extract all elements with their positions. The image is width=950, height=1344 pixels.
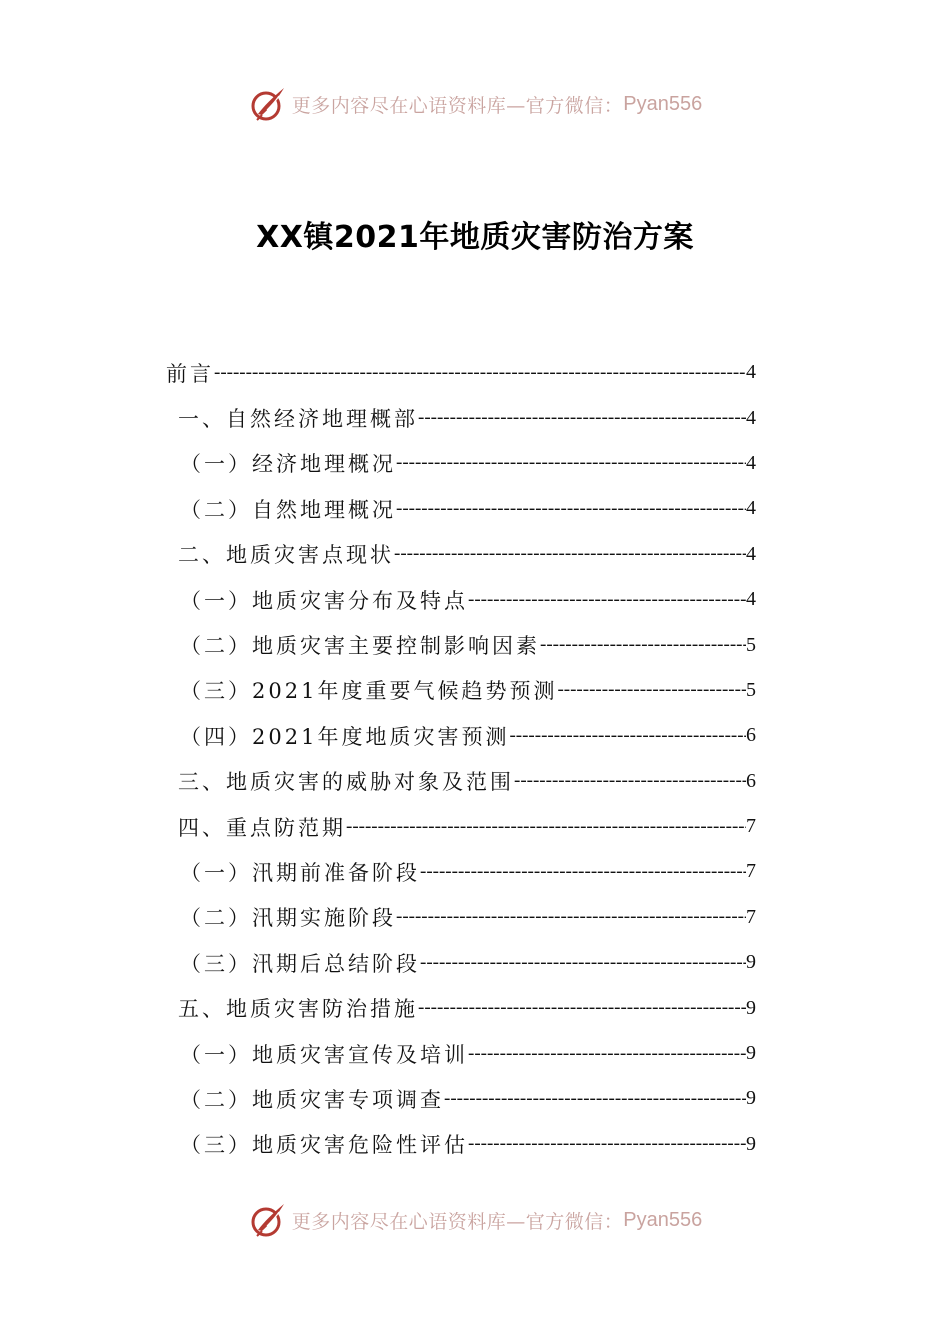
toc-entry-label: 前言 — [166, 361, 214, 386]
toc-leader-dashes — [540, 634, 746, 656]
toc-leader-dashes — [418, 407, 746, 429]
toc-entry[interactable] — [166, 849, 756, 894]
toc-entry-page-number: 5 — [746, 678, 756, 701]
toc-entry[interactable] — [166, 940, 756, 985]
toc-entry-label: （一）地质灾害宣传及培训 — [180, 1042, 468, 1067]
toc-entry[interactable] — [166, 895, 756, 940]
toc-leader-dashes — [444, 1088, 746, 1110]
toc-leader-dashes — [420, 952, 746, 974]
header-watermark — [0, 82, 950, 126]
watermark-text: 更多内容尽在心语资料库—官方微信： — [291, 1210, 624, 1233]
document-title: XX镇2021年地质灾害防治方案 — [256, 220, 694, 255]
toc-entry-label: （一）汛期前准备阶段 — [180, 860, 420, 885]
toc-entry-page-number: 4 — [746, 497, 756, 520]
toc-entry-page-number: 7 — [746, 905, 756, 928]
toc-entry-label: （二）汛期实施阶段 — [180, 906, 396, 931]
toc-entry-label: （二）地质灾害专项调查 — [180, 1087, 444, 1112]
toc-entry-page-number: 6 — [746, 769, 756, 792]
toc-entry[interactable] — [166, 804, 756, 849]
toc-entry-label: （三）汛期后总结阶段 — [180, 951, 420, 976]
toc-leader-dashes — [468, 1133, 746, 1155]
toc-entry-page-number: 9 — [746, 996, 756, 1019]
toc-entry-page-number: 7 — [746, 860, 756, 883]
toc-entry-label: （三）2021年度重要气候趋势预测 — [180, 679, 558, 704]
toc-entry[interactable] — [166, 668, 756, 713]
toc-entry[interactable] — [166, 577, 756, 622]
toc-entry[interactable] — [166, 985, 756, 1030]
toc-leader-dashes — [514, 770, 746, 792]
toc-entry-label: 一、自然经济地理概部 — [178, 407, 418, 432]
toc-leader-dashes — [346, 816, 746, 838]
toc-leader-dashes — [420, 861, 746, 883]
toc-leader-dashes — [418, 997, 746, 1019]
toc-leader-dashes — [396, 906, 746, 928]
toc-entry[interactable] — [166, 713, 756, 758]
toc-entry-page-number: 4 — [746, 588, 756, 611]
toc-entry-page-number: 9 — [746, 1132, 756, 1155]
toc-entry-page-number: 9 — [746, 1042, 756, 1065]
quill-pen-logo-icon — [248, 84, 288, 124]
toc-entry[interactable] — [166, 759, 756, 804]
toc-entry-page-number: 4 — [746, 542, 756, 565]
toc-entry-label: （一）经济地理概况 — [180, 452, 396, 477]
toc-entry[interactable] — [166, 395, 756, 440]
toc-entry-label: （二）地质灾害主要控制影响因素 — [180, 634, 540, 659]
toc-leader-dashes — [468, 1043, 746, 1065]
toc-entry-page-number: 6 — [746, 724, 756, 747]
toc-entry-page-number: 5 — [746, 633, 756, 656]
toc-entry[interactable] — [166, 486, 756, 531]
table-of-contents — [166, 350, 756, 1167]
toc-entry[interactable] — [166, 441, 756, 486]
toc-entry[interactable] — [166, 350, 756, 395]
toc-entry-page-number: 9 — [746, 1087, 756, 1110]
toc-entry-page-number: 4 — [746, 451, 756, 474]
toc-leader-dashes — [557, 679, 746, 701]
toc-entry-label: 四、重点防范期 — [178, 815, 346, 840]
watermark-text: 更多内容尽在心语资料库—官方微信： — [291, 94, 624, 117]
footer-watermark — [0, 1198, 950, 1242]
toc-entry[interactable] — [166, 532, 756, 577]
toc-entry[interactable] — [166, 1031, 756, 1076]
toc-entry-page-number: 4 — [746, 406, 756, 429]
toc-entry-page-number: 7 — [746, 815, 756, 838]
toc-entry-page-number: 9 — [746, 951, 756, 974]
toc-entry-label: （二）自然地理概况 — [180, 497, 396, 522]
toc-leader-dashes — [468, 589, 746, 611]
toc-leader-dashes — [214, 362, 746, 384]
toc-leader-dashes — [396, 452, 746, 474]
toc-entry-label: （四）2021年度地质灾害预测 — [180, 724, 510, 749]
toc-entry[interactable] — [166, 1122, 756, 1167]
toc-entry[interactable] — [166, 1076, 756, 1121]
toc-entry[interactable] — [166, 622, 756, 667]
toc-leader-dashes — [396, 498, 746, 520]
toc-entry-label: （三）地质灾害危险性评估 — [180, 1133, 468, 1158]
quill-pen-logo-icon — [248, 1200, 288, 1240]
toc-entry-label: 五、地质灾害防治措施 — [178, 997, 418, 1022]
toc-leader-dashes — [509, 725, 746, 747]
toc-entry-page-number: 4 — [746, 361, 756, 384]
toc-entry-label: 三、地质灾害的威胁对象及范围 — [178, 770, 514, 795]
toc-entry-label: （一）地质灾害分布及特点 — [180, 588, 468, 613]
toc-leader-dashes — [394, 543, 746, 565]
watermark-handle: Pyan556 — [623, 1208, 703, 1231]
toc-entry-label: 二、地质灾害点现状 — [178, 543, 394, 568]
watermark-handle: Pyan556 — [623, 92, 703, 115]
